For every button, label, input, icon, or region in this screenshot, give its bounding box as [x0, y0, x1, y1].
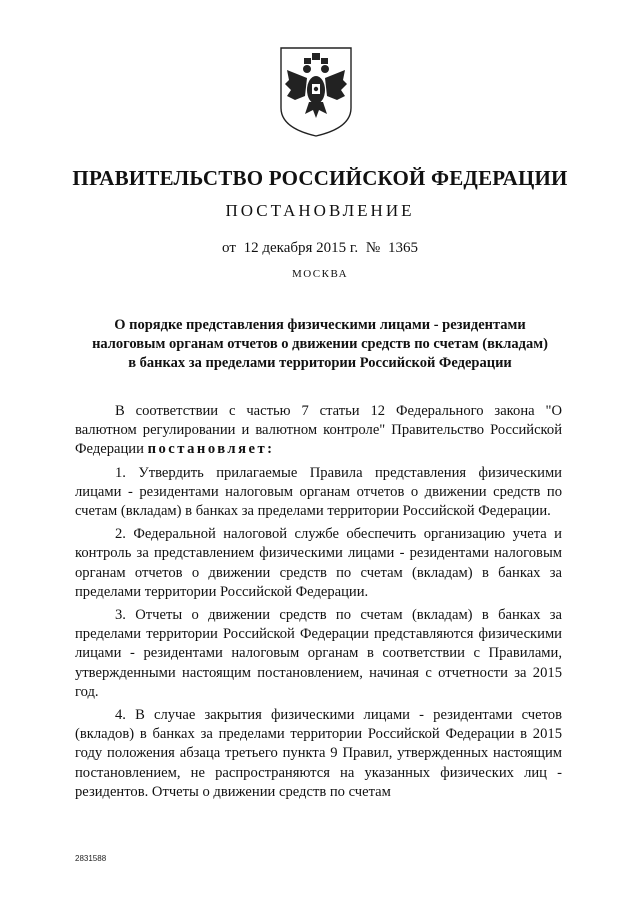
title-line: в банках за пределами территории Российской Федерации — [128, 355, 512, 371]
paragraph-3: 3. Отчеты о движении средств по счетам (вкладам) в банках за пределами территории Российской Федерации представляются физическими лицами - резидентами налоговым органам в соответствии с Правилами, утвержденными настоящим постановлением, начиная с отчетности за 2015 год. — [75, 607, 562, 700]
paragraph-1: 1. Утвердить прилагаемые Правила представления физическими лицами - резидентами налоговым органам отчетов о движении средств по счетам (вкладам) в банках за пределами территории Российской Федерации. — [75, 464, 562, 520]
date-prefix: от — [222, 240, 236, 256]
decree-title — [90, 316, 550, 373]
opening-text: В соответствии с частью 7 статьи 12 Федерального закона "О валютном регулировании и валютном контроле" Правительство Российской Федерации — [75, 403, 562, 458]
paragraph-4: 4. В случае закрытия физическими лицами - резидентами счетов (вкладов) в банках за пределами территории Российской Федерации в 2015 году положения абзаца третьего пункта 9 Правил, утвержденных настоящим постановлением, не распространяются на указанных физических лиц - резидентов. Отчеты о движении средств по счетам — [75, 707, 562, 800]
paragraph-2: 2. Федеральной налоговой службе обеспечить организацию учета и контроль за представлением физическими лицами - резидентами налоговым органам отчетов о движении средств по счетам (вкладам) в банках за пределами территории Российской Федерации. — [75, 526, 562, 600]
opening-paragraph — [75, 402, 562, 460]
government-name: ПРАВИТЕЛЬСТВО РОССИЙСКОЙ ФЕДЕРАЦИИ — [72, 166, 568, 190]
decree-date: 12 декабря 2015 г. — [243, 240, 359, 256]
title-line: О порядке представления физическими лицами - резидентами — [114, 317, 526, 333]
title-line: налоговым органам отчетов о движении средств по счетам (вкладам) — [92, 336, 548, 352]
document-code: 2831588 — [75, 854, 107, 863]
decree-body — [75, 402, 562, 802]
document-type: ПОСТАНОВЛЕНИЕ — [225, 201, 415, 220]
decree-number: 1365 — [387, 240, 418, 256]
decrees-word: постановляет: — [147, 441, 275, 458]
date-line — [0, 240, 640, 257]
city-name: МОСКВА — [291, 268, 349, 280]
number-sign: № — [365, 240, 381, 256]
coat-of-arms-icon — [275, 44, 357, 138]
